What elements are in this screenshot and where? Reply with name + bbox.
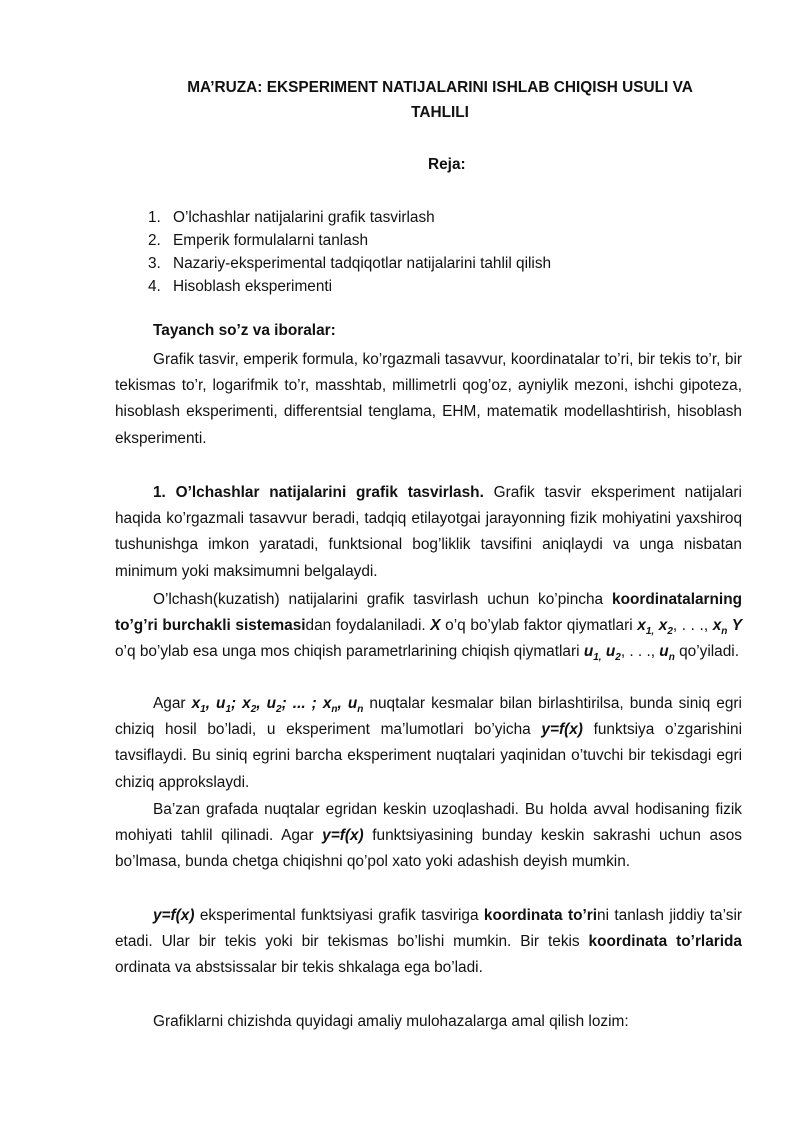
section1-paragraph-4 — [115, 797, 742, 876]
math-var: , u — [205, 695, 226, 712]
plan-item-number: 3. — [148, 255, 161, 272]
math-function: y=f(x) — [322, 827, 364, 845]
math-var: u — [583, 643, 594, 661]
math-sub: 2 — [667, 626, 673, 638]
plan-item-text: Emperik formulalarni tanlash — [173, 232, 369, 249]
math-var: x — [712, 617, 722, 635]
keywords-heading: Tayanch so’z va iboralar: — [153, 322, 336, 339]
text-run: eksperimental funktsiyasi grafik tasviriga — [194, 907, 484, 924]
math-symbol — [712, 617, 743, 638]
math-sub: 1, — [593, 652, 602, 664]
plan-item-text: Nazariy-eksperimental tadqiqotlar natijalarini tahlil qilish — [173, 255, 552, 272]
lecture-title-line2: TAHLILI — [411, 104, 469, 121]
math-sub: 1 — [225, 704, 231, 716]
lecture-title — [150, 75, 730, 125]
math-var: x — [654, 617, 668, 635]
plan-item-number: 1. — [148, 209, 161, 226]
section1-p1-text: Grafik tasvir eksperiment natijalari haqida ko’rgazmali tasavvur beradi, tadqiq etilayotgai jarayonning fizik mohiyatini yaxshiroq tushunishga imkon yaratadi, funktsional bog’liklik tavsifini aniqlaydi va unga nisbatan minimum yoki maksimumni belgalaydi. — [115, 484, 742, 580]
text-run: qo’yiladi. — [674, 643, 739, 661]
math-symbol — [659, 643, 675, 664]
math-symbol — [583, 643, 621, 664]
bold-term: koordinata to’rlarida — [588, 933, 742, 951]
plan-item — [148, 229, 551, 252]
plan-list — [148, 206, 551, 298]
keywords-paragraph: Grafik tasvir, emperik formula, ko’rgazmali tasavvur, koordinatalar to’ri, bir tekis to’r, bir tekismas to’r, logarifmik to’r, masshtab, millimetrli qog’oz, ayniylik mezoni, ishchi gipoteza, hisoblash eksperimenti, differentsial tenglama, EHM, matematik modellashtirish, hisoblash eksperimenti. — [115, 351, 742, 447]
text-run: funktsiya o’zgarishini tavsiflaydi. Bu siniq egrini barcha eksperiment nuqtalari yaqinidan o’tuvchi bir tekisdagi egri chiziq approkslaydi. — [115, 721, 742, 791]
plan-item-text: Hisoblash eksperimenti — [173, 278, 333, 295]
math-points — [191, 695, 364, 716]
plan-item — [148, 206, 551, 229]
math-var: u — [601, 643, 616, 661]
math-function: y=f(x) — [153, 907, 195, 924]
lecture-title-line1: MA’RUZA: EKSPERIMENT NATIJALARINI ISHLAB CHIQISH USULI VA — [187, 79, 693, 96]
math-sub: 2 — [615, 652, 621, 664]
text-run: dan foydalaniladi. — [305, 617, 431, 635]
text-run: ni tanlash jiddiy ta’sir etadi. Ular bir tekis yoki bir tekismas bo’lishi mumkin. Bir tekis — [115, 907, 742, 951]
math-sub: 2 — [276, 704, 282, 716]
section1-paragraph-3 — [115, 691, 742, 796]
plan-item — [148, 252, 551, 275]
plan-heading: Reja: — [428, 156, 466, 173]
math-var: Y — [727, 617, 743, 635]
math-sub: n — [668, 652, 675, 664]
text-run: , . . ., — [620, 643, 660, 661]
section1-paragraph-5 — [115, 903, 742, 982]
text-run: Ba’zan grafada nuqtalar egridan keskin uzoqlashadi. Bu holda avval hodisaning fizik mohiyati tahlil qilinadi. Agar — [115, 801, 742, 845]
math-sub: n — [331, 704, 338, 716]
bold-term: koordinatalarning to’g’ri burchakli sistemasi — [115, 591, 742, 635]
math-symbol: X — [430, 617, 441, 635]
text-run: , . . ., — [672, 617, 713, 635]
math-function: y=f(x) — [541, 721, 583, 739]
math-var: x — [191, 695, 201, 712]
math-var: , u — [337, 695, 358, 712]
text-run: o’q bo’ylab faktor qiymatlari — [440, 617, 638, 635]
plan-item — [148, 275, 551, 298]
math-var: u — [659, 643, 669, 661]
bold-term: koordinata to’ri — [483, 907, 598, 924]
plan-item-text: O’lchashlar natijalarini grafik tasvirlash — [173, 209, 435, 226]
section1-paragraph-6: Grafiklarni chizishda quyidagi amaliy mulohazalarga amal qilish lozim: — [153, 1013, 629, 1030]
text-run: ordinata va abstsissalar bir tekis shkalaga ega bo’ladi. — [115, 959, 483, 977]
math-var: ; ... ; x — [281, 695, 332, 712]
section1-paragraph-2 — [115, 587, 742, 666]
math-sub: 1 — [200, 704, 206, 716]
math-sub: 2 — [250, 704, 257, 716]
math-sub: n — [357, 704, 364, 716]
math-var: x — [637, 617, 646, 635]
text-run: O’lchash(kuzatish) natijalarini grafik tasvirlash uchun ko’pincha — [153, 591, 613, 608]
section1-heading: 1. O’lchashlar natijalarini grafik tasvirlash. — [153, 484, 484, 501]
plan-item-number: 2. — [148, 232, 161, 249]
math-sub: n — [721, 626, 728, 638]
math-sub: 1, — [645, 626, 655, 638]
math-symbol — [637, 617, 673, 638]
text-run: o’q bo’ylab esa unga mos chiqish parametrlarining chiqish qiymatlari — [115, 643, 584, 661]
text-run: funktsiyasining bunday keskin sakrashi uchun asos bo’lmasa, bunda chetga chiqishni qo’pol xato yoki adashish deyish mumkin. — [115, 827, 742, 871]
math-var: ; x — [231, 695, 251, 712]
text-run: Agar — [153, 695, 192, 712]
section1-paragraph-1 — [115, 480, 742, 585]
math-var: , u — [256, 695, 277, 712]
text-run: nuqtalar kesmalar bilan birlashtirilsa, bunda siniq egri chiziq hosil bo’ladi, u eksperiment ma’lumotlari bo’yicha — [115, 695, 742, 739]
plan-item-number: 4. — [148, 278, 161, 295]
